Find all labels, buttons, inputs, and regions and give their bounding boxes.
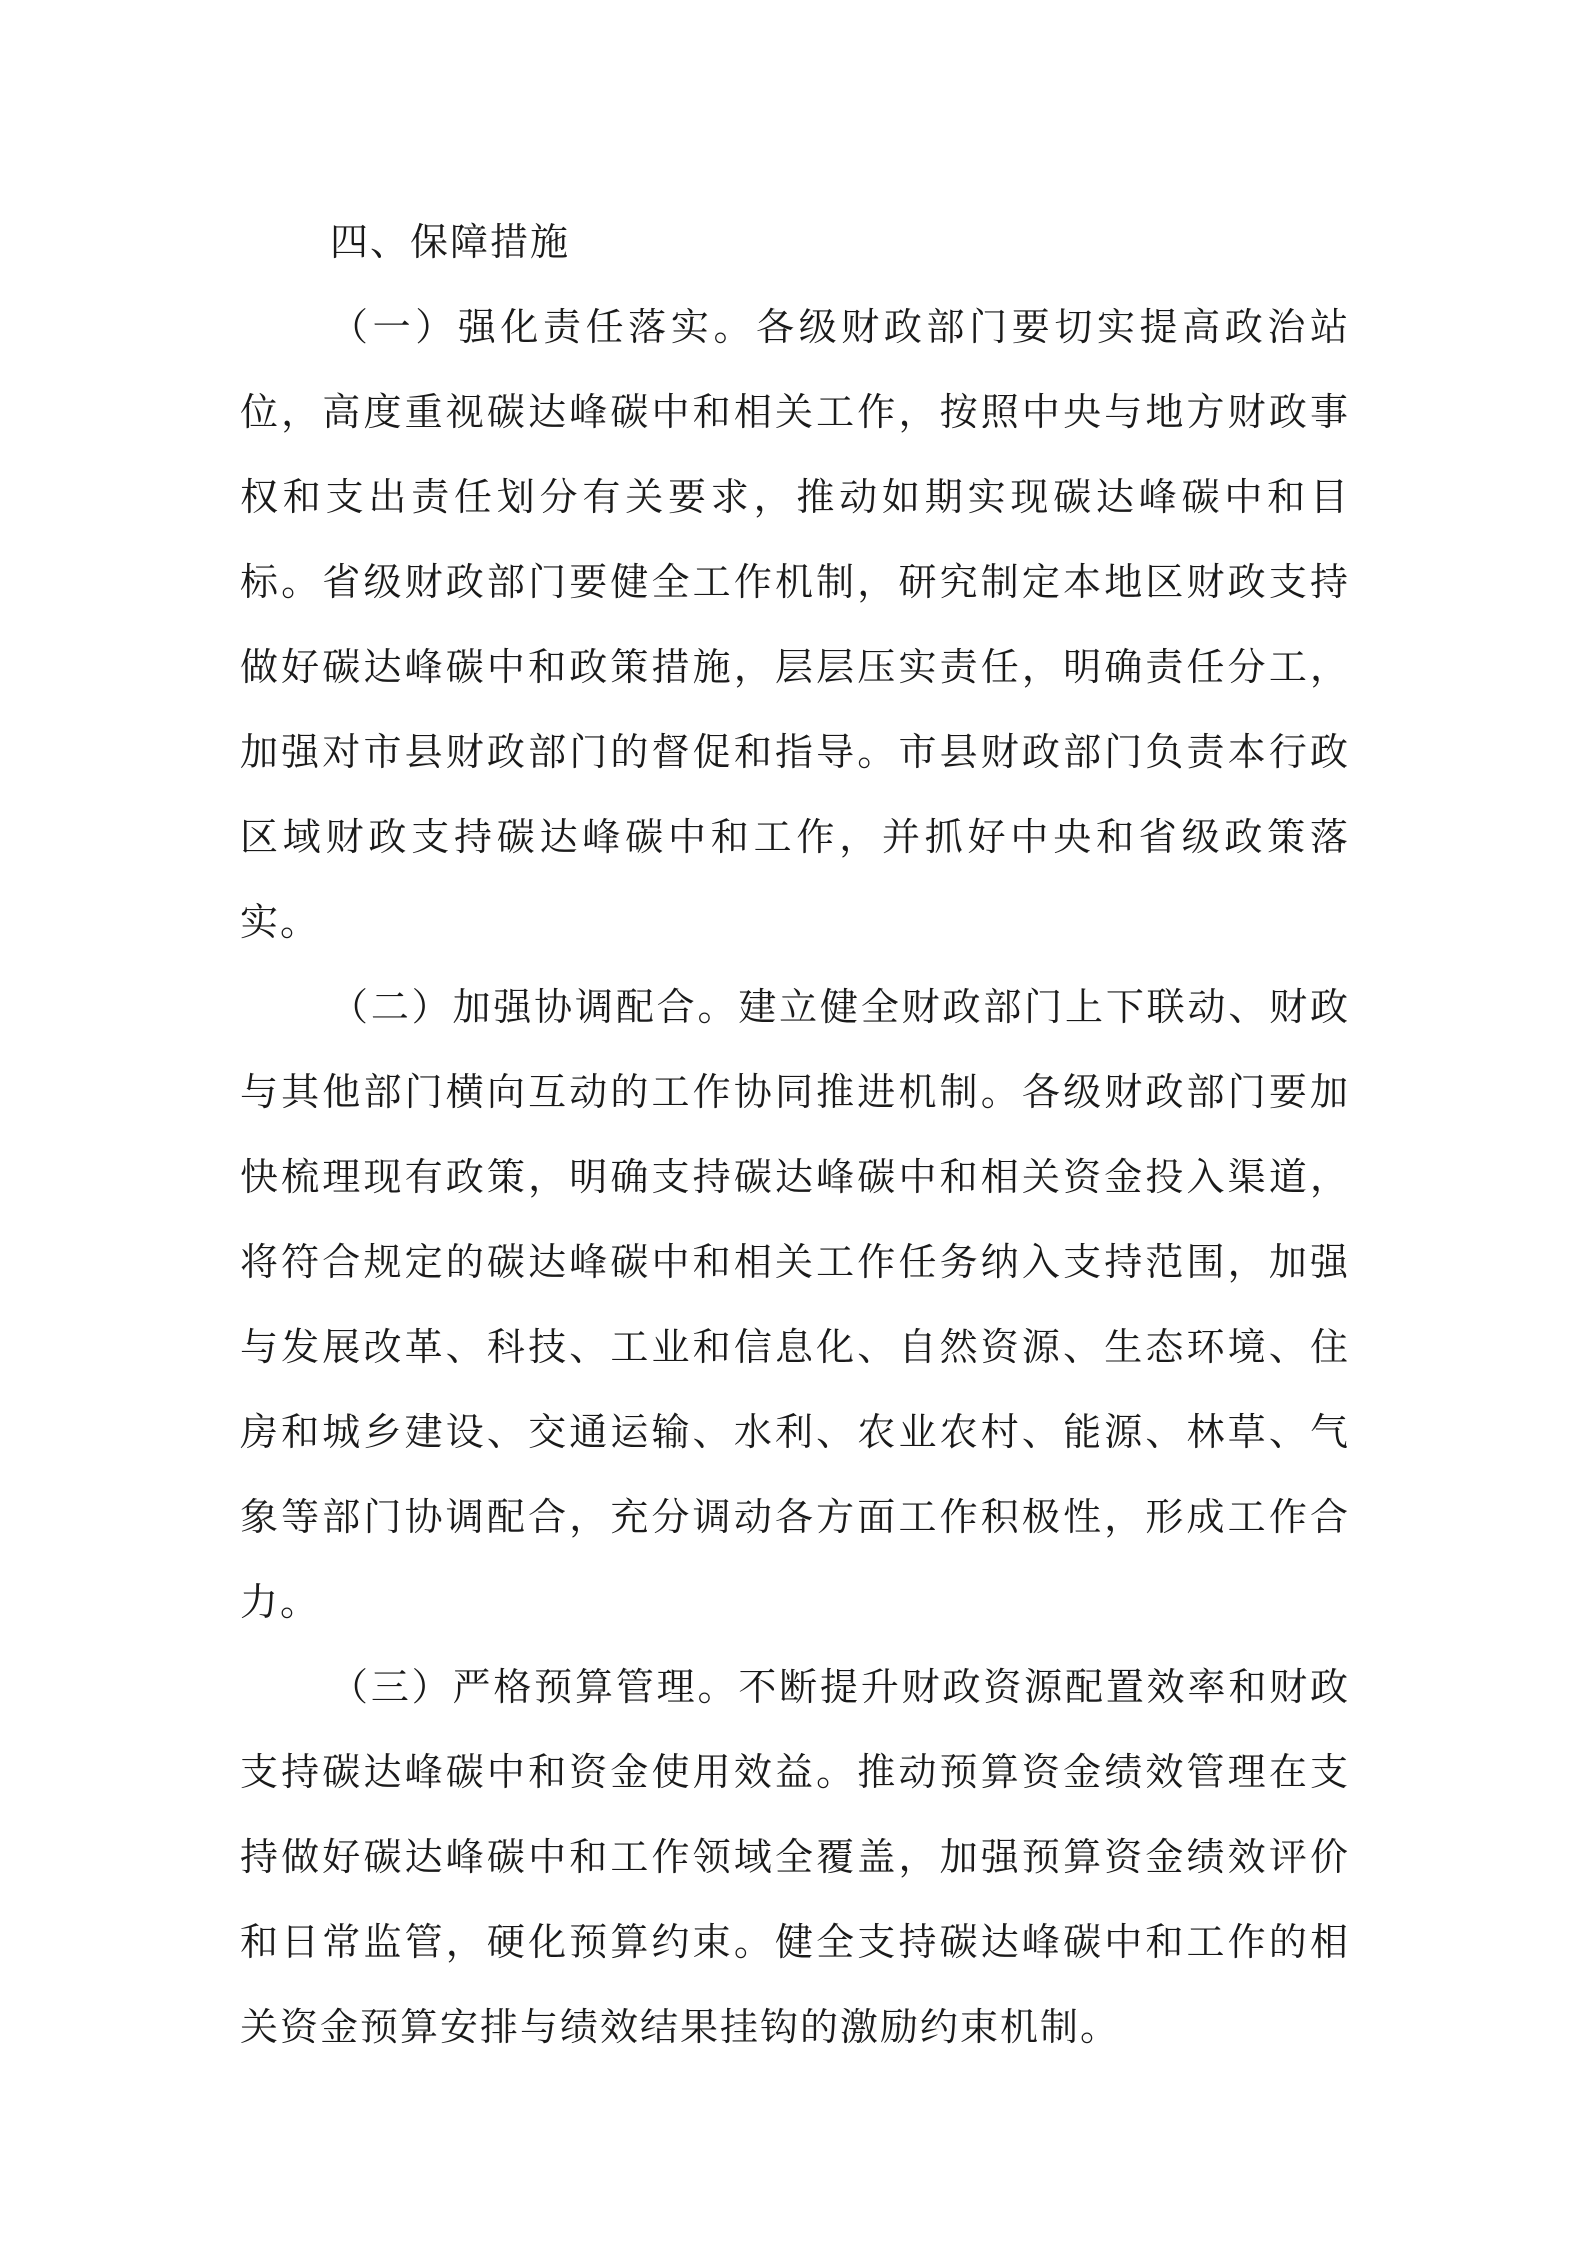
document-body bbox=[240, 200, 1350, 2070]
paragraph-strengthen-responsibility: （一）强化责任落实。各级财政部门要切实提高政治站位，高度重视碳达峰碳中和相关工作，按照中央与地方财政事权和支出责任划分有关要求，推动如期实现碳达峰碳中和目标。省级财政部门要健全工作机制，研究制定本地区财政支持做好碳达峰碳中和政策措施，层层压实责任，明确责任分工，加强对市县财政部门的督促和指导。市县财政部门负责本行政区域财政支持碳达峰碳中和工作，并抓好中央和省级政策落实。 bbox=[240, 305, 1350, 944]
paragraph-coordination: （二）加强协调配合。建立健全财政部门上下联动、财政与其他部门横向互动的工作协同推进机制。各级财政部门要加快梳理现有政策，明确支持碳达峰碳中和相关资金投入渠道，将符合规定的碳达峰碳中和相关工作任务纳入支持范围，加强与发展改革、科技、工业和信息化、自然资源、生态环境、住房和城乡建设、交通运输、水利、农业农村、能源、林草、气象等部门协调配合，充分调动各方面工作积极性，形成工作合力。 bbox=[240, 985, 1350, 1624]
section-heading: 四、保障措施 bbox=[330, 220, 571, 264]
paragraph-budget-management: （三）严格预算管理。不断提升财政资源配置效率和财政支持碳达峰碳中和资金使用效益。推动预算资金绩效管理在支持做好碳达峰碳中和工作领域全覆盖，加强预算资金绩效评价和日常监管，硬化预算约束。健全支持碳达峰碳中和工作的相关资金预算安排与绩效结果挂钩的激励约束机制。 bbox=[240, 1665, 1350, 2049]
